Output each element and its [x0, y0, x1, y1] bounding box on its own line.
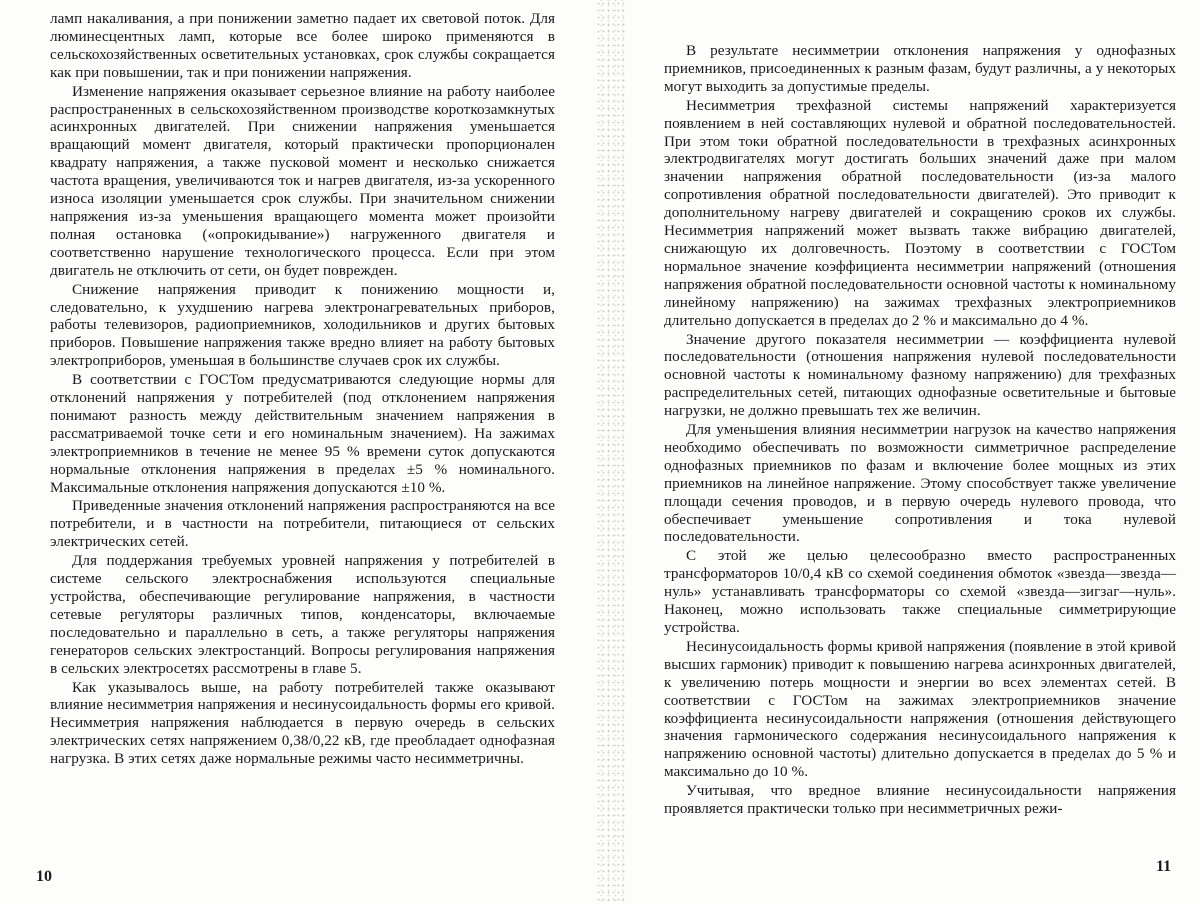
paragraph: Как указывалось выше, на работу потребителей также оказывают влияние несимметрия напряжения и несинусоидальность формы его кривой. Несимметрия напряжения наблюдается в первую очередь в сельских электрических сетях напряжением 0,38/0,22 кВ, где преобладает однофазная нагрузка. В этих сетях даже нормальные режимы часто несимметричны.	[50, 678, 555, 768]
right-page	[606, 0, 1200, 904]
page-number-left: 10	[36, 868, 52, 885]
paragraph: ламп накаливания, а при понижении заметно падает их световой поток. Для люминесцентных ламп, которые все более широко применяются в сельскохозяйственных осветительных установках, срок службы сокращается как при повышении, так и при понижении напряжения.	[50, 10, 555, 81]
paragraph: Изменение напряжения оказывает серьезное влияние на работу наиболее распространенных в сельскохозяйственном производстве короткозамкнутых асинхронных двигателей. При снижении напряжения уменьшается вращающий момент двигателя, который практически пропорционален квадрату напряжения, а также пусковой момент и несколько снижается частота вращения, увеличиваются ток и нагрев двигателя, из-за ускоренного износа изоляции уменьшается срок службы. При значительном снижении напряжения из-за уменьшения вращающего момента может произойти полная остановка («опрокидывание») нагруженного двигателя и соответственно нарушение технологического процесса. Если при этом двигатель не отключить от сети, он будет поврежден.	[50, 82, 555, 279]
paragraph: В соответствии с ГОСТом предусматриваются следующие нормы для отклонений напряжения у потребителей (под отклонением напряжения понимают разность между действительным значением напряжения в рассматриваемой точке сети и его номинальным значением). На зажимах электроприемников в течение не менее 95 % времени суток допускаются нормальные отклонения напряжения в пределах ±5 % номинального. Максимальные отклонения напряжения допускаются ±10 %.	[50, 371, 555, 496]
paragraph: С этой же целью целесообразно вместо распространенных трансформаторов 10/0,4 кВ со схемой соединения обмоток «звезда—звезда—нуль» устанавливать трансформаторы со схемой «звезда—зигзаг—нуль». Наконец, можно использовать также специальные симметрирующие устройства.	[664, 547, 1176, 636]
paragraph: Для поддержания требуемых уровней напряжения у потребителей в системе сельского электроснабжения используются специальные устройства, обеспечивающие регулирование напряжения, в частности сетевые регуляторы различных типов, конденсаторы, включаемые последовательно и параллельно в сеть, а также регуляторы напряжения генераторов сельских электростанций. Вопросы регулирования напряжения в сельских электросетях рассмотрены в главе 5.	[50, 552, 555, 677]
paragraph: Учитывая, что вредное влияние несинусоидальности напряжения проявляется практически только при несимметричных режи-	[664, 782, 1176, 818]
paragraph: В результате несимметрии отклонения напряжения у однофазных приемников, присоединенных к разным фазам, будут различны, а у некоторых могут выходить за допустимые пределы.	[664, 42, 1176, 95]
left-page-text	[50, 10, 555, 769]
paragraph: Для уменьшения влияния несимметрии нагрузок на качество напряжения необходимо обеспечивать по возможности симметричное распределение однофазных приемников по фазам и включение более мощных из этих приемников на линейное напряжение. Этому способствует также увеличение площади сечения проводов, и в первую очередь нулевого провода, что обеспечивает уменьшение сопротивления и тока нулевой последовательности.	[664, 421, 1176, 546]
paragraph: Несинусоидальность формы кривой напряжения (появление в этой кривой высших гармоник) приводит к повышению нагрева асинхронных двигателей, к увеличению потерь мощности и энергии во всех элементах сетей. В соответствии с ГОСТом на зажимах электроприемников значение коэффициента несинусоидальности напряжения (отношения действующего значения гармонического содержания несинусоидального напряжения к напряжению основной частоты) длительно допускается в пределах до 5 % и максимально до 10 %.	[664, 637, 1176, 781]
page-number-right: 11	[1156, 858, 1172, 875]
paragraph: Значение другого показателя несимметрии — коэффициента нулевой последовательности (отношения напряжения нулевой последовательности основной частоты к номинальному фазному напряжению) для трехфазных распределительных сетей, питающих однофазные осветительные и бытовые нагрузки, не должно превышать тех же величин.	[664, 330, 1176, 420]
right-page-text	[664, 42, 1176, 819]
paragraph: Приведенные значения отклонений напряжения распространяются на все потребители, и в частности на потребители, питающиеся от сельских электрических сетей.	[50, 497, 555, 551]
paragraph: Снижение напряжения приводит к понижению мощности и, следовательно, к ухудшению нагрева электронагревательных приборов, работы телевизоров, радиоприемников, холодильников и других бытовых приборов. Повышение напряжения также вредно влияет на работу бытовых электроприборов, уменьшая в большинстве случаев срок их службы.	[50, 280, 555, 370]
paragraph: Несимметрия трехфазной системы напряжений характеризуется появлением в ней составляющих нулевой и обратной последовательностей. При этом токи обратной последовательности в трехфазных асинхронных электродвигателях могут достигать больших значений даже при малом значении напряжения обратной последовательности (из-за малого сопротивления обратной последовательности двигателей). Это приводит к дополнительному нагреву двигателей и сокращению сроков их службы. Несимметрия напряжений может вызвать также вибрацию двигателей, снижающую их долговечность. Поэтому в соответствии с ГОСТом нормальное значение коэффициента несимметрии напряжений (отношения напряжения обратной последовательности основной частоты к номинальному линейному напряжению) на зажимах трехфазных электроприемников длительно допускается в пределах до 2 % и максимально до 4 %.	[664, 96, 1176, 329]
